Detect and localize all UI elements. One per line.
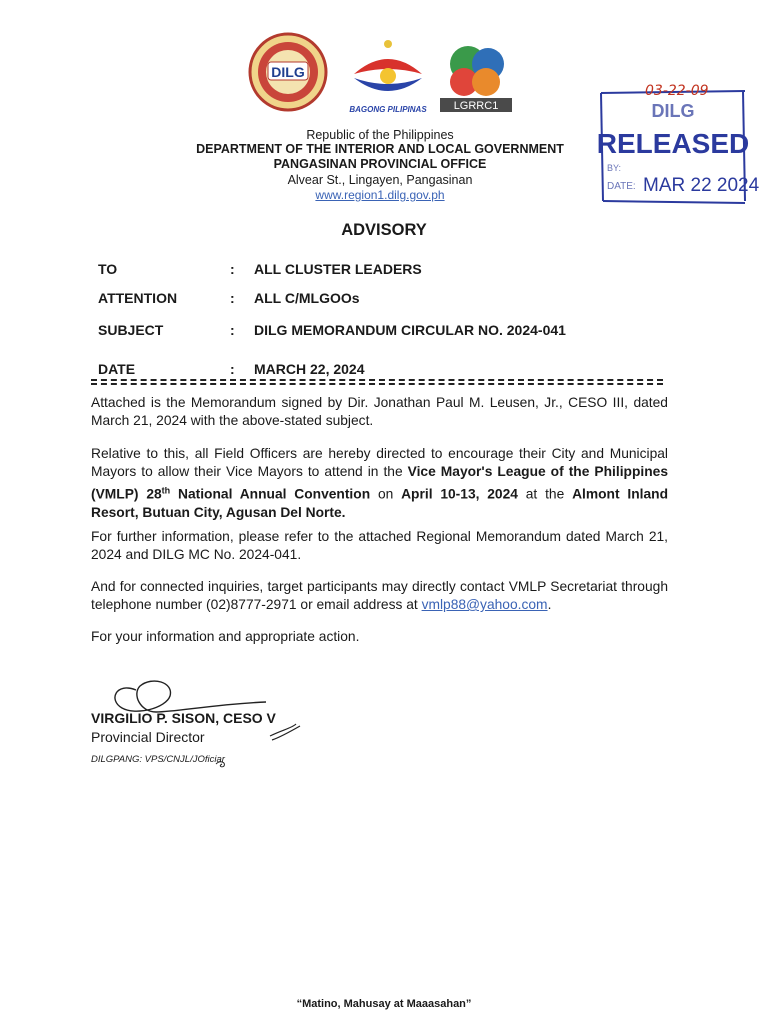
advisory-title: ADVISORY	[341, 221, 427, 239]
header-label-attention: ATTENTION	[98, 290, 178, 306]
department-name: DEPARTMENT OF THE INTERIOR AND LOCAL GOVERNMENT	[196, 142, 564, 156]
header-colon: :	[230, 290, 235, 306]
lgrrc-logo	[438, 38, 514, 114]
header-label-to: TO	[98, 261, 118, 277]
header-value-date: MARCH 22, 2024	[254, 361, 365, 377]
stamp-date: MAR 22 2024	[643, 175, 760, 196]
header-value-attention: ALL C/MLGOOs	[254, 290, 360, 306]
released-stamp	[596, 83, 760, 205]
office-name: PANGASINAN PROVINCIAL OFFICE	[273, 157, 487, 171]
header-label-subject: SUBJECT	[98, 322, 164, 338]
header-colon: :	[230, 361, 235, 377]
paragraph-inquiries: And for connected inquiries, target participants may directly contact VMLP Secretariat through telephone number (02)8777-2971 or email address at vmlp88@yahoo.com.	[91, 579, 668, 612]
header-label-date: DATE	[98, 361, 136, 377]
paragraph-directive: Relative to this, all Field Officers are hereby directed to encourage their City and Municipal Mayors to allow their Vice Mayors to attend in the Vice Mayor's League of the Philippines (VMLP) 28th National Annual Convention on April 10-13, 2024 at the Almont Inland Resort, Butuan City, Agusan Del Norte.	[91, 446, 669, 520]
header-colon: :	[230, 261, 235, 277]
dilg-seal-logo	[240, 32, 336, 112]
stamp-date-label: DATE:	[607, 181, 636, 192]
paragraph-closing: For your information and appropriate action.	[91, 629, 360, 644]
stamp-org: DILG	[651, 101, 695, 121]
office-address: Alvear St., Lingayen, Pangasinan	[287, 173, 473, 187]
email-link[interactable]: vmlp88@yahoo.com	[421, 597, 548, 612]
website-link[interactable]: www.region1.dilg.gov.ph	[315, 188, 445, 202]
stamp-handwritten-date: 03-22-09	[645, 83, 709, 99]
double-dashed-rule	[91, 379, 663, 385]
signatory-name: VIRGILIO P. SISON, CESO V	[91, 710, 276, 726]
footer-motto: “Matino, Mahusay at Maaasahan”	[296, 998, 472, 1010]
paragraph-attachment: Attached is the Memorandum signed by Dir. Jonathan Paul M. Leusen, Jr., CESO III, dated March 21, 2024 with the above-stated subject.	[91, 395, 668, 428]
bagong-pilipinas-text: BAGONG PILIPINAS	[349, 105, 427, 114]
dilg-logo-text: DILG	[271, 64, 305, 80]
reference-initials: DILGPANG: VPS/CNJL/JOficiar	[91, 754, 225, 765]
header-value-to: ALL CLUSTER LEADERS	[254, 261, 422, 277]
paragraph-further-info: For further information, please refer to the attached Regional Memorandum dated March 21, 2024 and DILG MC No. 2024-041.	[91, 529, 668, 562]
stamp-by-label: BY:	[607, 163, 622, 173]
signatory-title: Provincial Director	[91, 729, 205, 745]
header-value-subject: DILG MEMORANDUM CIRCULAR NO. 2024-041	[254, 322, 566, 338]
republic-line: Republic of the Philippines	[306, 128, 454, 142]
stamp-status: RELEASED	[596, 128, 750, 159]
bagong-pilipinas-logo	[344, 34, 432, 116]
lgrrc-text: LGRRC1	[453, 100, 499, 112]
header-colon: :	[230, 322, 235, 338]
